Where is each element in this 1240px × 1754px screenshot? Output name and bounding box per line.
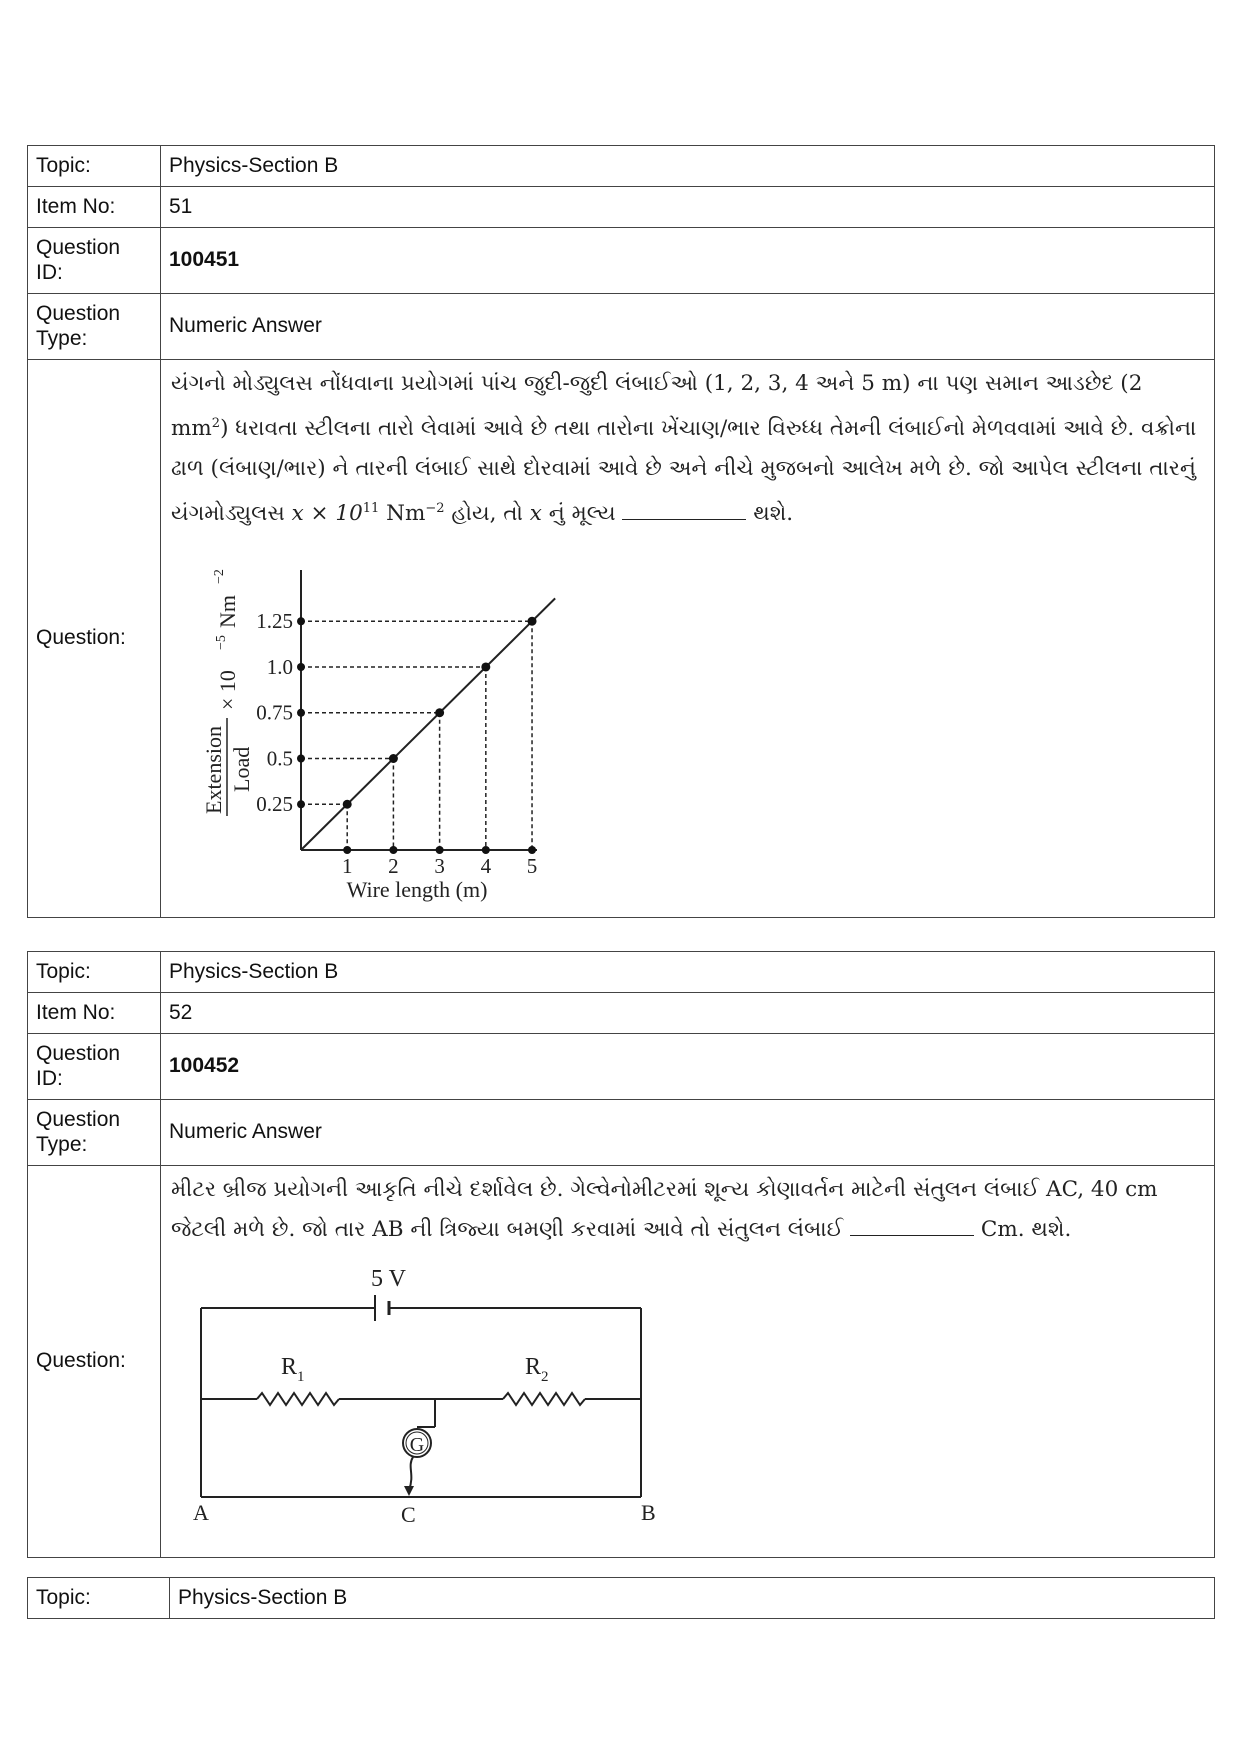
data-point [481,663,490,672]
y-axis-tick-dot [297,618,305,626]
fit-line [301,599,555,851]
question-type-label: Question Type: [28,1100,161,1166]
y-label-exponent: −5 [214,635,229,651]
question-table-53 [27,1577,1215,1619]
x-tick-label: 1 [341,854,353,879]
y-tick-label: 0.5 [266,746,293,771]
data-point [435,709,444,718]
point-a-label: A [193,1500,209,1522]
x-axis-tick-dot [436,846,444,854]
question-label: Question: [28,1166,161,1558]
question-text: મીટર બ્રીજ પ્રયોગની આકૃતિ નીચે દર્શાવેલ છે. ગેલ્વેનોમીટરમાં શૂન્ય કોણાવર્તન માટેની સંતુલન લંબાઈ AC, 40 cm જેટલી મળે છે. જો તાર AB ની ત્રિજ્યા બમણી કરવામાં આવે તો સંતુલન લંબાઈ Cm. થશે. [171,1177,1158,1242]
question-id-label: Question ID: [28,228,161,294]
x-tick-label: 4 [480,854,492,879]
y-axis-tick-dot [297,801,305,809]
x-tick-label: 2 [388,854,399,879]
y-tick-label: 0.25 [256,792,293,817]
question-type-value: Numeric Answer [161,1100,1215,1166]
topic-value: Physics-Section B [170,1578,1215,1619]
topic-value: Physics-Section B [161,146,1215,187]
y-label-denominator: Load [229,747,254,793]
point-b-label: B [641,1500,656,1522]
question-label: Question: [28,360,161,918]
question-table-51 [27,145,1215,918]
battery-icon [375,1295,389,1321]
meter-bridge-circuit [185,1262,665,1522]
question-text: યંગનો મોડ્યુલસ નોંધવાના પ્રયોગમાં પાંચ જુદી-જુદી લંબાઈઓ (1, 2, 3, 4 અને 5 m) ના પણ સમાન આડછેદ (2 $mm^2$) ધરાવતા સ્ટીલના તારો લેવામાં આવે છે તથા તારોના ખેંચાણ/ભાર વિરુધ્ધ તેમની લંબાઈનો મેળવવામાં આવે છે. વક્રોના ઢાળ (લંબાણ/ભાર) ને તારની લંબાઈ સાથે દોરવામાં આવે છે અને નીચે મુજબનો આલેખ મળે છે. જો આપેલ સ્ટીલના તારનું યંગમોડ્યુલસ $x \times 10^{11}$ $Nm^{-2}$ હોય, તો x નું મૂલ્ય થશે. [171,371,1197,527]
question-id-value: 100452 [161,1034,1215,1100]
question-table-52 [27,951,1215,1558]
answer-blank [850,1217,974,1236]
topic-label: Topic: [28,952,161,993]
y-tick-label: 1.25 [256,609,293,634]
y-tick-label: 0.75 [256,701,293,726]
data-point [389,754,398,763]
r2-label: $R_2$ [525,1354,549,1385]
answer-blank [622,501,746,520]
y-axis-tick-dot [297,663,305,671]
r1-label: $R_1$ [281,1354,305,1385]
extension-load-chart [177,552,597,912]
item-no-label: Item No: [28,993,161,1034]
y-label-multiplier: × 10 [215,670,240,711]
question-body [161,360,1215,918]
resistor-r2-icon [503,1393,585,1405]
question-id-value: 100451 [161,228,1215,294]
data-point [528,617,537,626]
y-label-numerator: Extension [201,726,226,815]
topic-label: Topic: [28,1578,170,1619]
resistor-r1-icon [257,1393,339,1405]
item-no-value: 52 [161,993,1215,1034]
data-point [343,800,352,809]
x-axis-tick-dot [528,846,536,854]
question-type-label: Question Type: [28,294,161,360]
y-label-unit-exponent: −2 [212,569,227,585]
y-label-unit: Nm [215,595,240,629]
point-c-label: C [401,1502,416,1522]
y-axis-tick-dot [297,709,305,717]
question-type-value: Numeric Answer [161,294,1215,360]
x-axis-tick-dot [389,846,397,854]
battery-label: 5 V [371,1266,406,1292]
galvanometer-label: G [409,1434,425,1456]
topic-label: Topic: [28,146,161,187]
x-axis-label: Wire length (m) [346,877,488,903]
topic-value: Physics-Section B [161,952,1215,993]
x-axis-tick-dot [482,846,490,854]
y-tick-label: 1.0 [266,655,293,680]
x-tick-label: 3 [434,854,445,879]
y-axis-label [201,569,254,816]
question-body [161,1166,1215,1558]
x-tick-label: 5 [526,854,538,879]
item-no-value: 51 [161,187,1215,228]
question-id-label: Question ID: [28,1034,161,1100]
y-axis-tick-dot [297,755,305,763]
x-axis-tick-dot [343,846,351,854]
jockey-arrow-icon [404,1486,414,1496]
item-no-label: Item No: [28,187,161,228]
